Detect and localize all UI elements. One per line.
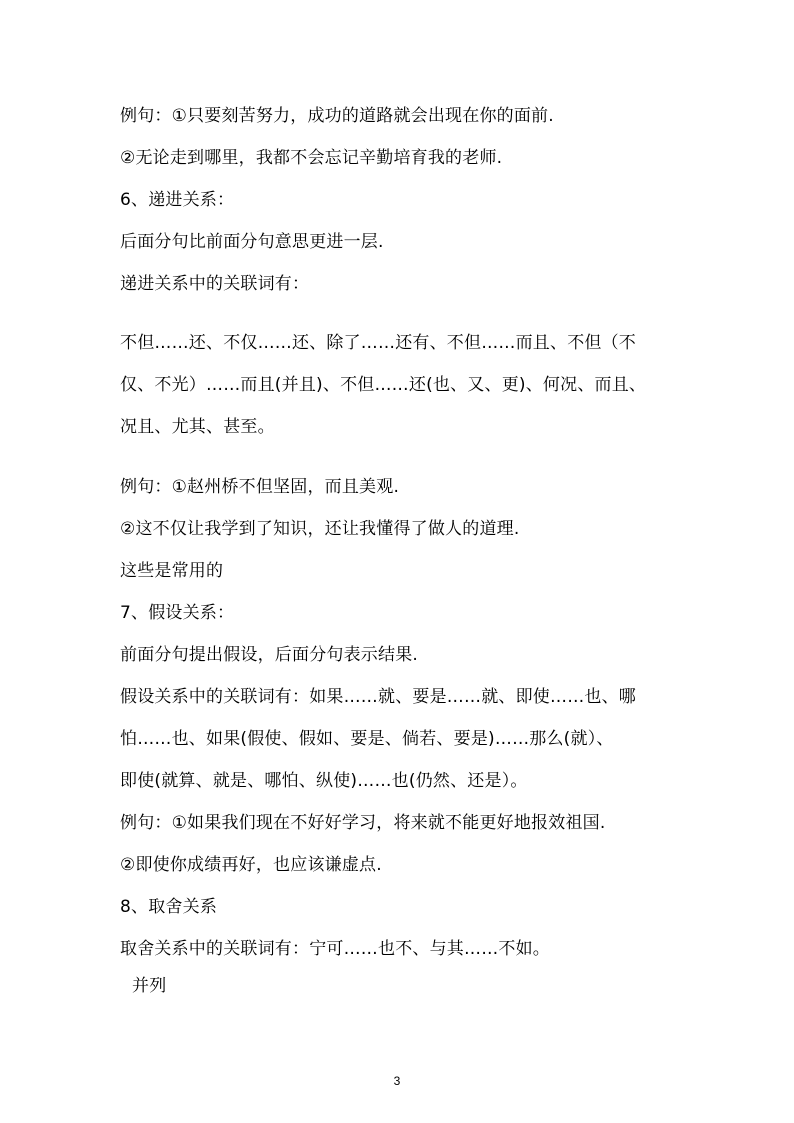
text-line-common-note: 这些是常用的 (120, 561, 224, 581)
text-line-example-progressive-1: 例句：①赵州桥不但坚固，而且美观. (120, 477, 400, 497)
text-line-example-hypothetical-2: ②即使你成绩再好，也应该谦虚点. (120, 855, 382, 875)
text-line-progressive-conjunctions-intro: 递进关系中的关联词有： (120, 274, 310, 294)
text-line-choice-conjunctions: 取舍关系中的关联词有：宁可……也不、与其……不如。 (120, 939, 550, 959)
section-heading-choice: 8、取舍关系 (120, 897, 218, 917)
text-line-progressive-conjunctions-3: 况且、尤其、甚至。 (120, 417, 275, 437)
text-line-hypothetical-conjunctions-2: 怕……也、如果(假使、假如、要是、倘若、要是)……那么(就）、 (120, 729, 614, 749)
text-line-example-progressive-2: ②这不仅让我学到了知识，还让我懂得了做人的道理. (120, 519, 520, 539)
text-line-example-condition-1: 例句：①只要刻苦努力，成功的道路就会出现在你的面前. (120, 106, 554, 126)
page-number: 3 (393, 1074, 401, 1088)
text-line-progressive-conjunctions-1: 不但……还、不仅……还、除了……还有、不但……而且、不但（不 (120, 333, 636, 353)
text-line-hypothetical-conjunctions-1: 假设关系中的关联词有：如果……就、要是……就、即使……也、哪 (120, 687, 636, 707)
text-line-example-condition-2: ②无论走到哪里，我都不会忘记辛勤培育我的老师. (120, 148, 503, 168)
text-line-example-hypothetical-1: 例句：①如果我们现在不好好学习，将来就不能更好地报效祖国. (120, 813, 606, 833)
section-heading-hypothetical: 7、假设关系： (120, 603, 235, 623)
text-line-progressive-definition: 后面分句比前面分句意思更进一层. (120, 232, 384, 252)
text-line-parallel: 并列 (132, 976, 167, 996)
text-line-progressive-conjunctions-2: 仅、不光）……而且(并且)、不但……还(也、又、更)、何况、而且、 (120, 375, 647, 395)
text-line-hypothetical-conjunctions-3: 即使(就算、就是、哪怕、纵使)……也(仍然、还是）。 (120, 771, 528, 791)
text-line-hypothetical-definition: 前面分句提出假设，后面分句表示结果. (120, 645, 419, 665)
section-heading-progressive: 6、递进关系： (120, 190, 235, 210)
